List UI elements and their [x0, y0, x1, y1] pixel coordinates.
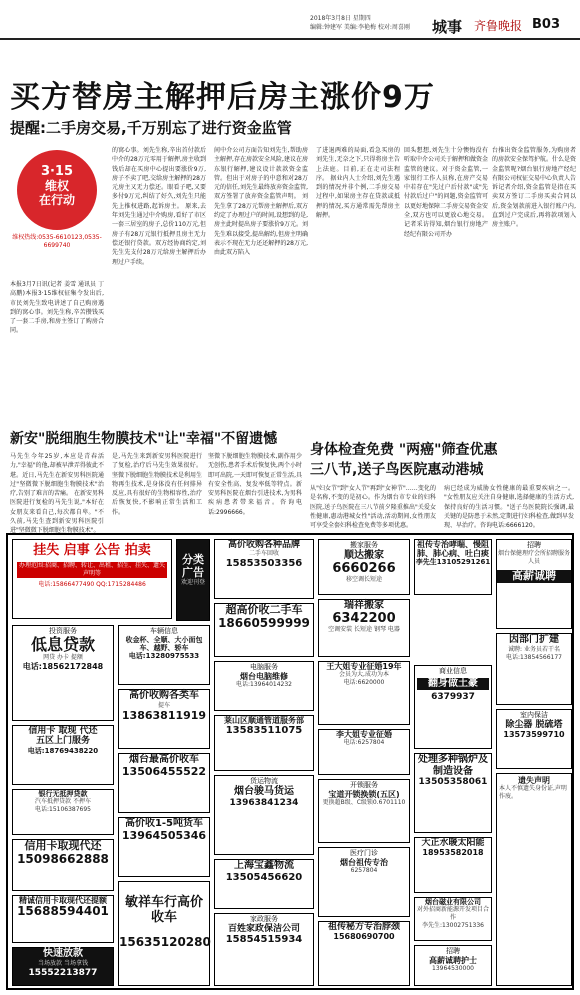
ad-phone: 李先生:13002751336	[421, 922, 484, 930]
ad-title: 快速放款	[43, 948, 83, 959]
ad-sub: 移空调长短途	[345, 576, 382, 584]
ad-recruit-spa	[496, 539, 572, 629]
ad-phone: 6379937	[431, 691, 475, 702]
ad-credit-card-3	[12, 895, 114, 943]
article2-col1: 马先生今年25岁,本应是青春活力,"幸福"的他,却被早泄弄得彼此不堪。近日,马先生在新安男科医院通过"坚微微下脱细胞生物膜技术"治疗,告别了难言的苦痛。 在新安男科医院进行复检的马先生说,"本好在女朋友来看自己,每次都自卑。"不久前,马先生查到新安男科医院引进"坚微微下脱细胞生物膜技术"。	[10, 453, 104, 535]
ad-phone: 6342200	[332, 610, 396, 626]
ad-title: 低息贷款	[30, 635, 95, 654]
ad-phone: 电话:13280975533	[128, 652, 200, 661]
ad-phone: 15854515934	[225, 934, 303, 946]
ad-minxiang-car	[118, 881, 210, 986]
ad-phone: 电话:18562172848	[22, 662, 104, 672]
ad-phone: 18953582018	[422, 848, 484, 858]
ad-buy-brands	[214, 539, 314, 599]
ad-category: 招聘	[527, 541, 541, 549]
ad-truck-collect	[118, 817, 210, 877]
ad-housekeeping	[214, 913, 314, 986]
ad-title: 祖传秘方专治脖颈	[327, 922, 400, 932]
article1-col1: 本报3月7日讯(记者 姜雪 通讯员 丁高鹏)本报3·15维权征集令发出后,市民刘先生致电讲述了自己购房遇到的窝心事。刘先生称,辛苦攒钱买了一套二手房,和房主签订了购房合同。	[10, 281, 104, 335]
ad-category: 开锁服务	[350, 781, 378, 789]
ad-phone: 更换超B级、C级锁0.6701110	[322, 799, 406, 807]
ad-title: 分类广告	[182, 553, 204, 579]
ad-title: 信用卡 取现 代还	[28, 726, 98, 736]
ad-locksmith	[318, 779, 410, 843]
ad-phone: 13964505346	[121, 828, 207, 842]
ad-title: 烟台磁业有限公司	[425, 898, 481, 906]
ad-title: 宝道开锁换锁(五区)	[328, 790, 400, 799]
ad-asthma-cure	[414, 539, 492, 595]
article2-title: 新安"脱细胞生物膜技术"让"幸福"不留遗憾	[10, 431, 278, 447]
ad-category: 电脑服务	[250, 663, 278, 671]
header-meta	[310, 14, 410, 32]
ad-phone: 6660266	[332, 560, 396, 576]
ad-phone: 15098662888	[17, 851, 109, 866]
article3-col1: 从"妇女节"到"女人节"再到"女神节"……变化的是名称,不变的是初心。作为烟台市专业的妇科医院,送子鸟医院在三八节前夕隆重推出"关爱女性健康,惠动港城女性"活动,活动期间,女性朋友可享受全套妇科检查免费等多项优惠。	[310, 485, 436, 530]
ad-title: 烟台最高价收车	[129, 754, 199, 765]
ad-category: 投资服务	[49, 627, 77, 635]
ad-title: 高价收1-5吨货车	[124, 818, 204, 829]
consumer-rights-logo	[10, 146, 104, 276]
ad-department-expand	[496, 633, 572, 705]
ad-title: 顺达搬家	[344, 550, 384, 561]
ad-sub: 办理范围:招商、招聘、转让、出租、招生、挂失、遗失声明等	[18, 561, 166, 577]
ad-sub: 五区上门服务	[35, 736, 90, 747]
ad-category: 家政服务	[250, 915, 278, 923]
hotline-text: 维权热线:0535-6610123,0535-6699740	[12, 234, 102, 249]
ad-title: 除尘器 脱硫塔	[505, 720, 563, 730]
ad-sub: 欢迎刊登	[180, 579, 205, 587]
page-header	[0, 0, 580, 40]
ad-title: 信用卡取现代还	[24, 839, 102, 852]
ad-solar-heater	[414, 837, 492, 893]
ad-phone: 电话:18769438220	[27, 746, 99, 755]
ad-boiler	[414, 753, 492, 833]
ad-phone: 13506455522	[121, 764, 207, 778]
ad-title: 上海宝鑫物流	[234, 860, 294, 871]
article2-col3: 坚微下脱细胞生物膜技术,副作用少无创伤,患者手术后恢复快,两个小时即可出院,一天即可恢复正常生活,具有安全性高、复发率低等特点。新安男科医院在烟台引进技术,为男科疾病患者带来福音。咨询电话:2996666。	[208, 453, 302, 516]
ad-credit-card-2	[12, 839, 114, 891]
ad-title: 瑞祥搬家	[344, 600, 384, 611]
ad-sub: 空调安装 长短途 钢琴 电器	[328, 626, 400, 634]
ad-phone: 13505456620	[225, 871, 303, 883]
ad-category: 车辆信息	[150, 627, 178, 635]
article3-title	[310, 440, 497, 480]
ad-title: 高薪诚聘	[497, 570, 571, 583]
ad-title: 翻身做土豪	[417, 678, 489, 690]
badge-line1: 维权	[44, 179, 69, 193]
ad-tuhao	[414, 665, 492, 749]
article3-title-line1: 身体检查免费 "两癌"筛查优惠	[310, 442, 498, 458]
article3-col2: 病已经成为威胁女性健康的最重要疾病之一。 "女性朋友应关注自身健康,选择健康的生活方式,保持良好的生活习惯。"送子鸟医院院长强调,最关键的是防患于未然,定期进行妇科检查,做到早发现、早治疗。咨询电话:6666120。	[444, 485, 574, 530]
ad-category: 室内保洁	[520, 711, 548, 719]
ad-sub: 提车	[157, 701, 170, 709]
ad-sub: 网贷 办卡 提额	[43, 654, 83, 662]
ad-contact: 电话:15866477490 QQ:1715284486	[38, 580, 146, 588]
badge-315	[17, 150, 97, 230]
article1-col2: 的窝心事。刘先生称,辛出首付款后中介的28万元零用于解押,房主收到钱后却在买房中心提出要涨价9万,房子不卖了吧,交给房主解押的28万元房主又无力偿还。眼看子吧,又要多付9万元,纠结了好久,刘先生只能先上推权进路,起诉房主。 原来,去年刘先生通过中介购房,看好了市区一套三居室的房子,总价110万元,但房子有28万元银行抵押且房主无力偿还银行贷款。双方经协商约定,刘先生先支付28万元给房主解押后办理过户手续。	[112, 147, 206, 266]
ad-sub: 本人不慎遗失身份证,声明作废。	[499, 785, 567, 801]
ad-phone: 6257804	[350, 867, 378, 875]
ad-classified-banner	[176, 539, 210, 621]
ad-sub: 二手车回收	[248, 550, 279, 558]
ad-dust-collector	[496, 709, 572, 769]
ad-category: 医疗门诊	[350, 849, 378, 857]
editor-credits: 编辑:钟建军 美编:李艳梅 校对:周喜刚	[310, 24, 410, 31]
ad-category: 招聘	[446, 947, 460, 955]
ad-phone: 电话:15106387695	[34, 806, 91, 814]
ad-bank-loan	[12, 789, 114, 835]
ad-title: 精诚信用卡取现代还提额	[19, 896, 107, 905]
ad-ruixiang-moving	[318, 599, 410, 657]
ad-notice-publish	[12, 539, 172, 619]
ad-phone: 13964530000	[432, 965, 474, 973]
ad-magnet-company	[414, 897, 492, 941]
ad-fast-loan	[12, 947, 114, 986]
ad-computer-repair	[214, 661, 314, 711]
ad-title: 百姓家政保洁公司	[227, 924, 300, 934]
ad-matchmaking-wang	[318, 661, 410, 725]
ad-title: 王大姐专业征婚19年	[326, 662, 402, 671]
ad-yantai-car	[118, 753, 210, 813]
ad-category: 货运物流	[250, 777, 278, 785]
ad-phone: 李先生13105291261	[415, 558, 491, 567]
page-number: B03	[532, 17, 560, 32]
ad-credit-card-1	[12, 725, 114, 785]
ad-title: 因部门扩建	[509, 634, 559, 645]
ad-title: 高价收购各种品牌	[227, 540, 300, 550]
ad-title: 敏祥车行高价收车	[124, 895, 203, 925]
ad-phone: 13573599710	[503, 730, 565, 740]
ad-phone: 电话:13964014232	[235, 681, 292, 689]
issue-date: 2018年3月8日 星期四	[310, 15, 371, 22]
subheadline: 提醒:二手房交易,千万别忘了进行资金监管	[10, 119, 292, 137]
headline: 买方替房主解押后房主涨价9万	[10, 80, 435, 115]
ad-nurse-hiring	[414, 945, 492, 986]
ad-title: 烟台电脑维修	[240, 672, 288, 681]
ad-category: 商业信息	[439, 667, 467, 675]
ad-low-loan	[12, 625, 114, 721]
ad-baoxin-logistics	[214, 859, 314, 909]
article1-col3: 间中介公司方面告知刘先生,帮助房主解押,存在房款安全风险,建议在房东银行解押,建议设计款款资金监管。但出于对房子的中意和对28万元的信任,刘先生最终放弃资金监管,双方签署了放弃资金监管声明。 刘先生拿了28万元帮房主解押后,双方约定了办理过户的时间,设想到的是,房主此时提出房子要涨价9万元。刘先生难以接受,提出解约,但房主明确表示不现在无力还还解押的28万元,由此双方陷入	[214, 147, 308, 257]
ad-sub: 烟台保健理疗会所招聘服务人员	[497, 550, 570, 565]
ad-shunda-moving	[318, 539, 410, 595]
ad-title: 超高价收二手车	[225, 603, 303, 616]
ad-title: 遗失声明	[518, 776, 550, 785]
ad-title: 烟台祖传专治	[340, 858, 388, 867]
article3-title-line2: 三八节,送子鸟医院惠动港城	[310, 462, 484, 478]
ad-phone: 15680690700	[333, 932, 395, 942]
ad-car-collect	[118, 625, 210, 685]
ad-phone: 15688594401	[17, 904, 109, 919]
ad-phone: 电话:13854566177	[505, 653, 562, 661]
ad-title: 挂失 启事 公告 拍卖	[33, 543, 151, 558]
badge-line2: 在行动	[38, 193, 75, 207]
ad-title: 大正水暖太阳能	[421, 838, 485, 848]
ad-pipe-service	[214, 715, 314, 771]
ad-buy-cars	[118, 689, 210, 749]
ad-phone: 13863811919	[121, 708, 207, 722]
ad-sub: 对外招商新能源开发项目合作	[416, 906, 489, 922]
ad-lost-notices	[496, 773, 572, 986]
ad-clinic	[318, 847, 410, 917]
ad-title: 收金杯、全顺、大小面包车、越野、轿车	[125, 636, 203, 653]
ad-used-car	[214, 603, 314, 657]
ad-neck-treatment	[318, 921, 410, 986]
article2-col2: 是,马先生来到新安男科医院进行了复检,治疗后马先生效果很好。 坚微下脱细胞生物膜技术是利用生物再生技术,是身体没有任何排异反应,具有很好的生物相容性,治疗后恢复快,不影响正常生活和工作。	[112, 453, 203, 516]
ad-title: 高薪诚聘护士	[429, 956, 477, 965]
classified-ads-section	[6, 533, 574, 990]
article1-col4: 了进退两难的局面,看急买房的刘先生,无奈之下,只得将房主告上法庭。目前,正在走司法程序。 据业内人士介绍,刘先生遇到的情况并非个例,二手房交易过程中,如果房主存在贷款或抵押的情况,买方通常需先帮房主解押。	[316, 147, 400, 220]
ad-title: 李大姐专业征婚	[336, 730, 392, 739]
ad-phone: 15853503356	[225, 558, 303, 570]
ad-sub: 诚聘: 业务员若干名	[508, 645, 560, 653]
ad-phone: 15635120280	[119, 934, 211, 949]
ad-title: 银行无抵押贷款	[38, 790, 88, 798]
ad-title: 烟台骏马货运	[234, 786, 294, 797]
ad-phone: 电话:6620000	[343, 679, 385, 687]
ad-phone: 13963841234	[229, 797, 299, 808]
ad-title: 祖传专治哮喘、慢阻肺、肺心病、吐白痰	[417, 540, 489, 559]
ad-phone: 18660599999	[218, 615, 310, 630]
ad-phone: 电话:6257804	[343, 739, 385, 747]
ad-category: 搬家服务	[350, 541, 378, 549]
section-name: 城事	[432, 18, 463, 36]
brand-logo: 齐鲁晚报	[474, 19, 523, 33]
ad-junma-freight	[214, 775, 314, 855]
article1-col5: 回头想想,刘先生十分懊悔没有听取中介公司关于解押和做资金监管的建议。对于资金监管,一家银行工作人员称,在房产交易中若存在"先过户后付款"或"先付款后过户"的问题,资金监管可以更好地保障二手房交易资金安全,双方也可以更放心地交易。 记者采访得知,烟台银行房地产经纪有限公司开办	[404, 147, 489, 238]
ad-title: 处理多种锅炉及制造设备	[418, 754, 488, 777]
ad-sub: 会员为大,成功为本	[339, 671, 389, 679]
article1-col6: 台推出资金监管服务,为购房者的房款安全保驾护航。什么是资金监管呢?烟台银行房地产经纪有限公司权征交易中心负责人告诉记者介绍,资金监管是指在买卖双方签订二手房买卖合同以后,资金划款前进入银行账户内,直到过户完成后,再将款项划入房主账户。	[492, 147, 577, 229]
ad-sub: 当场放款 当场拿钱	[38, 959, 88, 967]
ad-title: 莱山区顺通管道服务部	[224, 716, 304, 725]
badge-top: 3·15	[40, 164, 74, 179]
ad-sub: 汽车抵押贷款 不押车	[35, 798, 91, 806]
ad-matchmaking-li	[318, 729, 410, 775]
ad-phone: 13583511075	[225, 725, 303, 737]
ad-phone: 15552213877	[28, 967, 98, 978]
ad-title: 高价收购各类车	[129, 690, 199, 701]
ad-phone: 13505358061	[418, 777, 488, 787]
